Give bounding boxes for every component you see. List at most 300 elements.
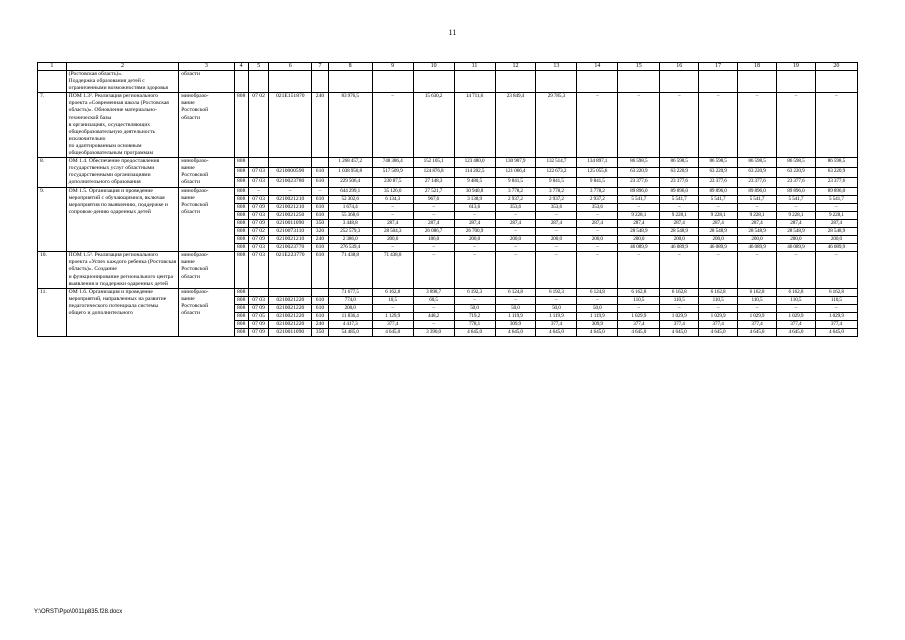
amount-cell: 5 541,7	[815, 195, 857, 203]
amount-cell: 287,4	[699, 219, 738, 227]
amount-cell: –	[738, 93, 777, 158]
executor: минобразо- вание Ростовской области	[179, 158, 234, 187]
amount-cell: 200,0	[536, 236, 577, 244]
row-number: 7.	[38, 93, 67, 158]
amount-cell: 30 940,8	[454, 187, 495, 195]
amount-cell: 23 377,6	[776, 177, 815, 187]
amount-cell: 200,0	[495, 236, 536, 244]
amount-cell: –	[577, 211, 618, 219]
amount-cell: –	[372, 211, 413, 219]
code-cell: 808	[234, 244, 248, 252]
amount-cell: 377,4	[815, 321, 857, 329]
amount-cell: 10,5	[372, 296, 413, 304]
amount-cell: 4 645,0	[660, 329, 699, 337]
code-cell: 808	[234, 177, 248, 187]
code-cell	[269, 158, 312, 168]
amount-cell: 287,4	[618, 219, 660, 227]
amount-cell: 86 598,5	[660, 158, 699, 168]
amount-cell: 9 228,1	[660, 211, 699, 219]
amount-cell: 23 849,4	[495, 93, 536, 158]
amount-cell: 46 089,9	[660, 244, 699, 252]
amount-cell: 110,5	[776, 296, 815, 304]
amount-cell: –	[536, 252, 577, 288]
code-cell: 0210073110	[269, 227, 312, 235]
code-cell: 240	[312, 321, 328, 329]
amount-cell: 3 778,2	[536, 187, 577, 195]
code-cell: 610	[312, 244, 328, 252]
amount-cell: 353,6	[536, 203, 577, 211]
amount-cell: –	[536, 244, 577, 252]
code-cell: 07 03	[248, 167, 268, 177]
amount-cell: 15 630,2	[413, 93, 454, 158]
amount-cell: 200,0	[372, 236, 413, 244]
amount-cell: 287,4	[738, 219, 777, 227]
header-cell: 19	[776, 63, 815, 71]
code-cell: 808	[234, 321, 248, 329]
code-cell: 808	[234, 187, 248, 195]
amount-cell: 3 778,2	[495, 187, 536, 195]
amount-cell: –	[413, 304, 454, 312]
amount-cell: 287,4	[660, 219, 699, 227]
amount-cell: 50,0	[577, 304, 618, 312]
amount-cell: 71 438,8	[372, 252, 413, 288]
amount-cell: 121 066,4	[495, 167, 536, 177]
header-cell: 3	[179, 63, 234, 71]
amount-cell	[660, 71, 699, 93]
amount-cell: 1 119,9	[536, 313, 577, 321]
amount-cell: 26 700,9	[454, 227, 495, 235]
amount-cell: 719,2	[454, 313, 495, 321]
amount-cell: –	[577, 244, 618, 252]
row-number: 11.	[38, 288, 67, 337]
amount-cell: –	[413, 203, 454, 211]
amount-cell: 377,4	[618, 321, 660, 329]
amount-cell: –	[413, 252, 454, 288]
amount-cell: 35 126,0	[372, 187, 413, 195]
amount-cell: 46 089,9	[776, 244, 815, 252]
amount-cell: 63 220,9	[815, 167, 857, 177]
budget-table	[37, 62, 858, 337]
amount-cell: 134 897,1	[577, 158, 618, 168]
amount-cell: 5 541,7	[699, 195, 738, 203]
amount-cell: 71 438,8	[328, 252, 372, 288]
amount-cell: 287,4	[495, 219, 536, 227]
code-cell: 0210021220	[269, 321, 312, 329]
amount-cell: –	[738, 252, 777, 288]
amount-cell: 1 119,9	[577, 313, 618, 321]
code-cell	[269, 288, 312, 296]
row-number: 10.	[38, 252, 67, 288]
code-cell: 610	[312, 211, 328, 219]
amount-cell: 83 976,5	[328, 93, 372, 158]
amount-cell: –	[660, 252, 699, 288]
amount-cell: 5 541,7	[660, 195, 699, 203]
code-cell: 07 03	[248, 211, 268, 219]
amount-cell: –	[618, 203, 660, 211]
code-cell: 07 09	[248, 304, 268, 312]
code-cell: 07 03	[248, 177, 268, 187]
code-cell: 07 03	[248, 244, 268, 252]
amount-cell: 1 029,9	[699, 313, 738, 321]
code-cell: 0210011090	[269, 329, 312, 337]
amount-cell: 86 598,5	[699, 158, 738, 168]
amount-cell: –	[776, 252, 815, 288]
code-cell: 0210000590	[269, 167, 312, 177]
amount-cell: 230 87,5	[372, 177, 413, 187]
code-cell	[312, 158, 328, 168]
code-cell: 610	[312, 195, 328, 203]
code-cell: 808	[234, 313, 248, 321]
header-cell: 9	[372, 63, 413, 71]
amount-cell: –	[618, 252, 660, 288]
amount-cell	[372, 71, 413, 93]
code-cell: 0210021210	[269, 195, 312, 203]
amount-cell: 200,0	[577, 236, 618, 244]
amount-cell: 287,4	[536, 219, 577, 227]
table-row	[38, 252, 858, 288]
amount-cell: 6 162,8	[618, 288, 660, 296]
amount-cell: –	[699, 203, 738, 211]
code-cell	[269, 71, 312, 93]
amount-cell: 1 129,9	[372, 313, 413, 321]
amount-cell: 2 937,2	[536, 195, 577, 203]
amount-cell	[738, 71, 777, 93]
amount-cell: 200,0	[815, 236, 857, 244]
code-cell: 610	[312, 252, 328, 288]
amount-cell: 377,4	[372, 321, 413, 329]
header-cell: 16	[660, 63, 699, 71]
code-cell	[248, 158, 268, 168]
amount-cell: –	[372, 304, 413, 312]
amount-cell: 60,5	[413, 296, 454, 304]
table-row	[38, 93, 858, 158]
amount-cell: 9 228,1	[618, 211, 660, 219]
header-cell: 12	[495, 63, 536, 71]
executor: минобразо- вание Ростовской области	[179, 288, 234, 337]
page-number: 11	[448, 28, 457, 37]
amount-cell: –	[413, 244, 454, 252]
amount-cell: 1 029,9	[618, 313, 660, 321]
header-cell: 4	[234, 63, 248, 71]
amount-cell: 89 896,0	[776, 187, 815, 195]
table-row	[38, 187, 858, 195]
code-cell: 07 03	[248, 195, 268, 203]
code-cell	[312, 71, 328, 93]
amount-cell: 29 785,3	[536, 93, 577, 158]
code-cell: 808	[234, 211, 248, 219]
header-cell: 11	[454, 63, 495, 71]
amount-cell: 28 548,9	[618, 227, 660, 235]
amount-cell: 28 504,3	[372, 227, 413, 235]
amount-cell: –	[495, 227, 536, 235]
executor: области	[179, 71, 234, 93]
code-cell	[234, 71, 248, 93]
code-cell: 07 09	[248, 321, 268, 329]
executor: минобразо- вание Ростовской области	[179, 187, 234, 252]
amount-cell: 774,0	[328, 296, 372, 304]
amount-cell: 63 220,9	[660, 167, 699, 177]
amount-cell: 55 368,6	[328, 211, 372, 219]
code-cell: 07 09	[248, 236, 268, 244]
amount-cell: 28 548,9	[776, 227, 815, 235]
amount-cell: 3 778,2	[577, 187, 618, 195]
code-cell: 0210023780	[269, 177, 312, 187]
amount-cell: 23 377,6	[738, 177, 777, 187]
amount-cell: 252 579,3	[328, 227, 372, 235]
amount-cell: 186,0	[413, 236, 454, 244]
amount-cell: –	[577, 93, 618, 158]
executor: минобразо- вание Ростовской области	[179, 93, 234, 158]
amount-cell: 110,5	[738, 296, 777, 304]
code-cell: 07 09	[248, 203, 268, 211]
code-cell: 610	[312, 177, 328, 187]
code-cell: 808	[234, 288, 248, 296]
amount-cell: –	[738, 203, 777, 211]
amount-cell: 46 089,9	[618, 244, 660, 252]
code-cell: 021Е223770	[269, 252, 312, 288]
amount-cell: 54 485,0	[328, 329, 372, 337]
amount-cell: 287,4	[577, 219, 618, 227]
amount-cell: 14 711,6	[454, 93, 495, 158]
amount-cell: 9 228,1	[776, 211, 815, 219]
amount-cell: 9 228,1	[815, 211, 857, 219]
amount-cell: 28 548,9	[660, 227, 699, 235]
amount-cell: –	[660, 304, 699, 312]
amount-cell: 9 228,1	[699, 211, 738, 219]
amount-cell: 2 937,2	[495, 195, 536, 203]
amount-cell: 9 841,5	[577, 177, 618, 187]
amount-cell: –	[536, 227, 577, 235]
amount-cell	[618, 71, 660, 93]
amount-cell: 110,5	[660, 296, 699, 304]
amount-cell: 6 162,8	[699, 288, 738, 296]
amount-cell: 152 105,1	[413, 158, 454, 168]
amount-cell: –	[618, 304, 660, 312]
amount-cell: 122 673,2	[536, 167, 577, 177]
amount-cell: –	[776, 93, 815, 158]
amount-cell	[413, 71, 454, 93]
amount-cell: –	[413, 321, 454, 329]
amount-cell: –	[618, 93, 660, 158]
amount-cell: 110,5	[815, 296, 857, 304]
code-cell: 808	[234, 195, 248, 203]
amount-cell: 23 377,6	[815, 177, 857, 187]
amount-cell: 6 124,8	[577, 288, 618, 296]
code-cell	[248, 288, 268, 296]
amount-cell	[536, 71, 577, 93]
amount-cell: 200,0	[699, 236, 738, 244]
amount-cell: –	[495, 252, 536, 288]
amount-cell: 9 228,1	[738, 211, 777, 219]
amount-cell: 200,0	[738, 236, 777, 244]
header-cell: 15	[618, 63, 660, 71]
amount-cell: –	[495, 296, 536, 304]
amount-cell: –	[577, 227, 618, 235]
amount-cell: 110,5	[699, 296, 738, 304]
amount-cell: 517 509,9	[372, 167, 413, 177]
code-cell: 808	[234, 236, 248, 244]
amount-cell: 4 645,0	[618, 329, 660, 337]
amount-cell: –	[815, 203, 857, 211]
header-cell: 20	[815, 63, 857, 71]
amount-cell: 132 514,7	[536, 158, 577, 168]
code-cell	[248, 71, 268, 93]
amount-cell: 6 162,8	[372, 288, 413, 296]
code-cell: 320	[312, 227, 328, 235]
amount-cell: 6 162,8	[660, 288, 699, 296]
code-cell: 07 05	[248, 313, 268, 321]
amount-cell: 287,4	[454, 219, 495, 227]
code-cell: 07 09	[248, 329, 268, 337]
amount-cell: 309,9	[577, 321, 618, 329]
amount-cell: –	[413, 211, 454, 219]
amount-cell: 28 548,9	[738, 227, 777, 235]
amount-cell: 1 029,9	[776, 313, 815, 321]
code-cell: 07 03	[248, 296, 268, 304]
amount-cell: 26 086,7	[413, 227, 454, 235]
code-cell: 808	[234, 296, 248, 304]
header-cell: 14	[577, 63, 618, 71]
amount-cell: 3 138,9	[454, 195, 495, 203]
amount-cell: 125 055,6	[577, 167, 618, 177]
code-cell: 07 02	[248, 227, 268, 235]
amount-cell: 6 192,3	[536, 288, 577, 296]
code-cell: 808	[234, 227, 248, 235]
amount-cell: 123 480,0	[454, 158, 495, 168]
code-cell: 808	[234, 252, 248, 288]
row-number	[38, 71, 67, 93]
amount-cell: 1 029,9	[660, 313, 699, 321]
amount-cell: 27 148,3	[413, 177, 454, 187]
amount-cell: 89 896,0	[815, 187, 857, 195]
amount-cell: 63 220,9	[776, 167, 815, 177]
amount-cell: 4 645,0	[815, 329, 857, 337]
amount-cell: 1 029,9	[815, 313, 857, 321]
amount-cell: –	[738, 304, 777, 312]
amount-cell: 287,4	[776, 219, 815, 227]
amount-cell	[699, 71, 738, 93]
amount-cell: 309,9	[495, 321, 536, 329]
amount-cell: –	[577, 252, 618, 288]
code-cell: 0210021210	[269, 236, 312, 244]
amount-cell: 11 836,4	[328, 313, 372, 321]
header-cell: 6	[269, 63, 312, 71]
amount-cell: 9 480,5	[454, 177, 495, 187]
amount-cell	[454, 71, 495, 93]
amount-cell: 89 896,0	[660, 187, 699, 195]
amount-cell: –	[660, 203, 699, 211]
amount-cell: 86 598,5	[815, 158, 857, 168]
amount-cell: –	[372, 244, 413, 252]
code-cell: 350	[312, 329, 328, 337]
amount-cell: 124 876,8	[413, 167, 454, 177]
table-row	[38, 158, 858, 168]
amount-cell: 50,0	[536, 304, 577, 312]
executor: минобразо- вание Ростовской области	[179, 252, 234, 288]
amount-cell: 28 548,9	[699, 227, 738, 235]
measure-name: ПОМ 1.3². Реализация регионального проекта «Современная школа (Ростовская область)». Обновление материально-технической базы в организациях, осуществляющих общеобразовательную деятельность исключительно по адаптированным основным общеобразовательным программам	[66, 93, 179, 158]
amount-cell: 6 192,3	[454, 288, 495, 296]
amount-cell: 778,1	[454, 321, 495, 329]
amount-cell: 5 541,7	[776, 195, 815, 203]
amount-cell: 46 089,9	[738, 244, 777, 252]
amount-cell: –	[776, 304, 815, 312]
row-number: 8.	[38, 158, 67, 187]
header-cell: 1	[38, 63, 67, 71]
amount-cell: –	[699, 304, 738, 312]
amount-cell: 377,4	[738, 321, 777, 329]
amount-cell: 748 386,4	[372, 158, 413, 168]
amount-cell: 46 089,9	[699, 244, 738, 252]
amount-cell: 2 937,2	[577, 195, 618, 203]
header-cell: 18	[738, 63, 777, 71]
amount-cell: 5 541,7	[738, 195, 777, 203]
amount-cell: 287,4	[372, 219, 413, 227]
amount-cell: 353,6	[495, 203, 536, 211]
code-cell: 808	[234, 203, 248, 211]
amount-cell: 353,6	[577, 203, 618, 211]
amount-cell: –	[454, 296, 495, 304]
amount-cell: 86 598,5	[738, 158, 777, 168]
code-cell: 07 09	[248, 219, 268, 227]
header-cell: 2	[66, 63, 179, 71]
amount-cell: 89 896,0	[738, 187, 777, 195]
code-cell: 808	[234, 329, 248, 337]
amount-cell: 23 377,6	[699, 177, 738, 187]
amount-cell: 4 645,0	[699, 329, 738, 337]
amount-cell: 63 220,9	[699, 167, 738, 177]
amount-cell: 3 390,0	[413, 329, 454, 337]
amount-cell: 46 089,9	[815, 244, 857, 252]
code-cell: 610	[312, 296, 328, 304]
code-cell: 0210021220	[269, 296, 312, 304]
amount-cell: 50,0	[495, 304, 536, 312]
row-number: 9.	[38, 187, 67, 252]
amount-cell: 200,0	[776, 236, 815, 244]
amount-cell: 276 539,4	[328, 244, 372, 252]
amount-cell: 5 541,7	[618, 195, 660, 203]
header-cell: 17	[699, 63, 738, 71]
code-cell: 07 03	[248, 252, 268, 288]
amount-cell: 6 162,8	[815, 288, 857, 296]
code-cell: 808	[234, 304, 248, 312]
amount-cell: 1 029,9	[738, 313, 777, 321]
code-cell: 0210021210	[269, 203, 312, 211]
amount-cell	[815, 71, 857, 93]
amount-cell: 23 377,6	[618, 177, 660, 187]
amount-cell: 200,0	[454, 236, 495, 244]
code-cell: 240	[312, 93, 328, 158]
measure-name: ПОМ 1.5². Реализация регионального проекта «Успех каждого ребенка (Ростовская область)». Создание и функционирование регионального центра выявления и поддержки одаренных детей	[66, 252, 179, 288]
amount-cell: –	[495, 244, 536, 252]
amount-cell: 130 907,9	[495, 158, 536, 168]
header-cell: 5	[248, 63, 268, 71]
code-cell: 240	[312, 236, 328, 244]
amount-cell: 4 645,0	[454, 329, 495, 337]
amount-cell: 23 377,6	[660, 177, 699, 187]
amount-cell: 1 119,9	[495, 313, 536, 321]
amount-cell: 4 645,0	[372, 329, 413, 337]
amount-cell	[328, 71, 372, 93]
amount-cell: –	[699, 252, 738, 288]
header-cell: 8	[328, 63, 372, 71]
amount-cell: 644 299,1	[328, 187, 372, 195]
code-cell: 350	[312, 219, 328, 227]
amount-cell: 6 162,8	[776, 288, 815, 296]
amount-cell: –	[776, 203, 815, 211]
amount-cell: –	[536, 211, 577, 219]
amount-cell: –	[454, 244, 495, 252]
